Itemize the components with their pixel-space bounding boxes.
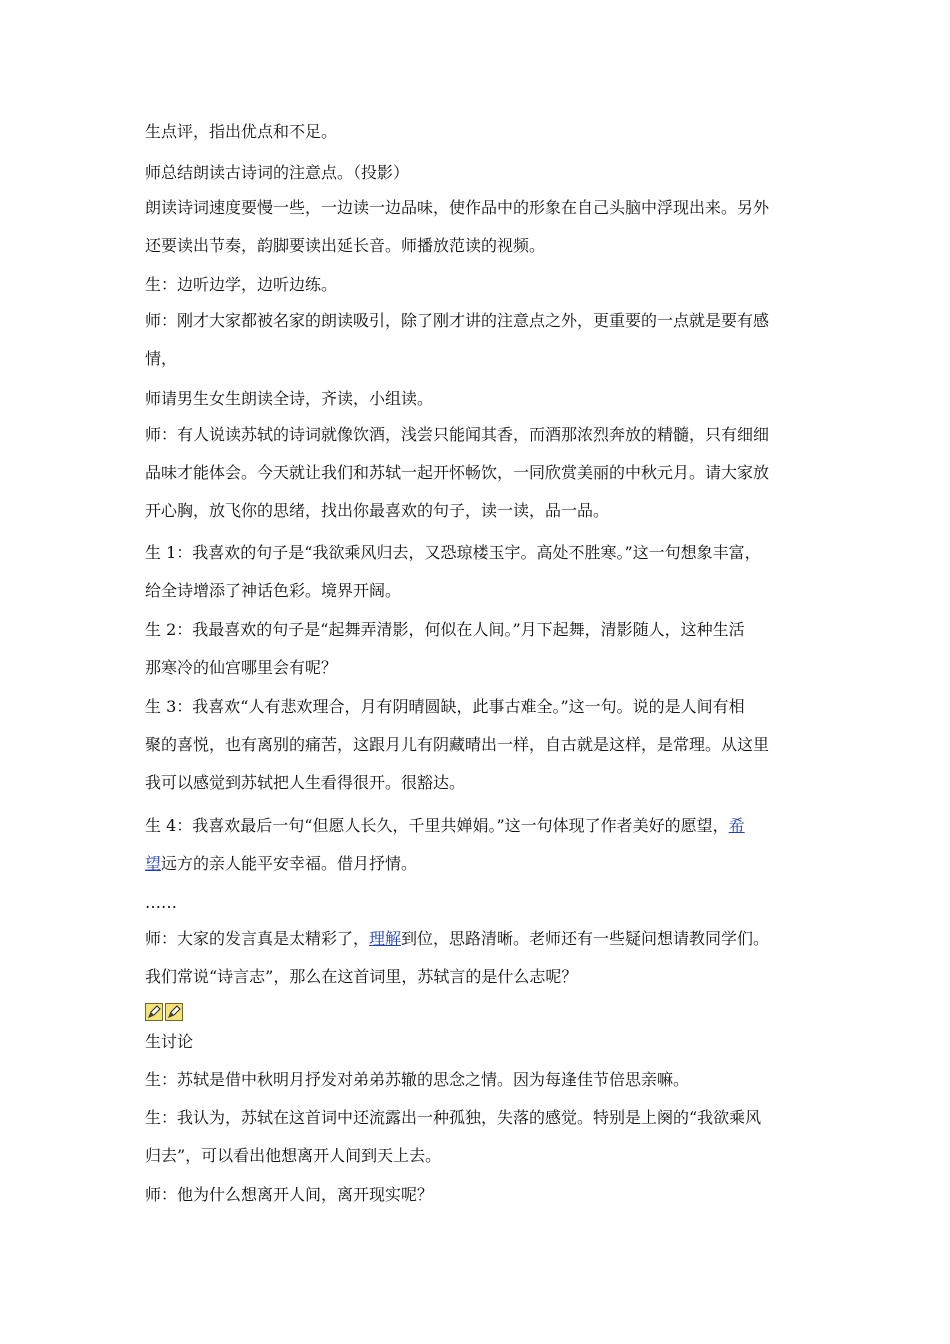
text-line: 师：有人说读苏轼的诗词就像饮酒，浅尝只能闻其香，而酒那浓烈奔放的精髓，只有细细 [145, 425, 770, 444]
text-line: 师：他为什么想离开人间，离开现实呢？ [145, 1185, 434, 1204]
text-line: 生：我认为，苏轼在这首词中还流露出一种孤独，失落的感觉。特别是上阕的“我欲乘风 [145, 1108, 762, 1127]
paragraph-11 [145, 807, 810, 883]
icon-group [145, 1003, 183, 1021]
text-line: 情， [145, 349, 178, 368]
paragraph-1 [145, 113, 810, 151]
text-line: 生：边听边学，边听边练。 [145, 275, 338, 294]
paragraph-17 [145, 1176, 810, 1214]
text-span: 到位，思路清晰。老师还有一些疑问想请教同学们。 [401, 929, 770, 948]
text-line: 还要读出节奏，韵脚要读出延长音。师播放范读的视频。 [145, 236, 546, 255]
text-line: 朗读诗词速度要慢一些，一边读一边品味，使作品中的形象在自己头脑中浮现出来。另外 [145, 198, 770, 217]
paragraph-16 [145, 1099, 810, 1175]
text-line: 师总结朗读古诗词的注意点。（投影） [145, 163, 410, 182]
paragraph-14 [145, 1023, 810, 1061]
text-span: 师：大家的发言真是太精彩了， [145, 929, 370, 948]
paragraph-6 [145, 380, 810, 418]
text-line: 生 1：我喜欢的句子是“我欲乘风归去，又恐琼楼玉宇。高处不胜寒。”这一句想象丰富， [145, 543, 761, 562]
text-line: 生 3：我喜欢“人有悲欢理合，月有阴晴圆缺，此事古难全。”这一句。说的是人间有相 [145, 697, 745, 716]
paragraph-3 [145, 189, 810, 265]
text-span: 远方的亲人能平安幸福。借月抒情。 [161, 854, 418, 873]
ellipsis: …… [145, 893, 177, 912]
text-line: 生：苏轼是借中秋明月抒发对弟弟苏辙的思念之情。因为每逢佳节倍思亲嘛。 [145, 1070, 690, 1089]
text-span: 生 4：我喜欢最后一句“但愿人长久，千里共婵娟。”这一句体现了作者美好的愿望， [145, 816, 729, 835]
text-line: 聚的喜悦，也有离别的痛苦，这跟月儿有阴藏晴出一样，自古就是这样，是常理。从这里 [145, 735, 770, 754]
paragraph-10 [145, 688, 810, 802]
link-xiwang-part1[interactable]: 希 [728, 816, 745, 835]
text-line: 归去”，可以看出他想离开人间到天上去。 [145, 1146, 442, 1165]
paragraph-5 [145, 302, 810, 378]
text-line: 那寒冷的仙宫哪里会有呢？ [145, 658, 338, 677]
text-line [145, 807, 810, 845]
text-line: 生点评，指出优点和不足。 [145, 122, 338, 141]
paragraph-12 [145, 884, 810, 922]
paragraph-15 [145, 1061, 810, 1099]
text-line: 给全诗增添了神话色彩。境界开阔。 [145, 581, 402, 600]
text-line [145, 845, 810, 883]
pencil-icon [145, 1003, 163, 1021]
link-lijie[interactable]: 理解 [369, 929, 402, 948]
text-line: 我可以感觉到苏轼把人生看得很开。很豁达。 [145, 773, 466, 792]
text-line: 师请男生女生朗读全诗，齐读，小组读。 [145, 389, 434, 408]
text-line: 品味才能体会。今天就让我们和苏轼一起开怀畅饮，一同欣赏美丽的中秋元月。请大家放 [145, 463, 770, 482]
text-line: 我们常说“诗言志”，那么在这首词里，苏轼言的是什么志呢？ [145, 967, 578, 986]
pencil-icon [165, 1003, 183, 1021]
text-line: 开心胸，放飞你的思绪，找出你最喜欢的句子，读一读，品一品。 [145, 501, 610, 520]
paragraph-2 [145, 154, 810, 192]
paragraph-9 [145, 611, 810, 687]
text-line [145, 920, 810, 958]
link-xiwang-part2[interactable]: 望 [145, 854, 162, 873]
text-line: 生讨论 [145, 1032, 194, 1051]
text-line: 生 2：我最喜欢的句子是“起舞弄清影，何似在人间。”月下起舞，清影随人，这种生活 [145, 620, 745, 639]
paragraph-4 [145, 266, 810, 304]
paragraph-8 [145, 534, 810, 610]
paragraph-13 [145, 920, 810, 996]
paragraph-7 [145, 416, 810, 530]
text-line: 师：刚才大家都被名家的朗读吸引，除了刚才讲的注意点之外，更重要的一点就是要有感 [145, 311, 770, 330]
